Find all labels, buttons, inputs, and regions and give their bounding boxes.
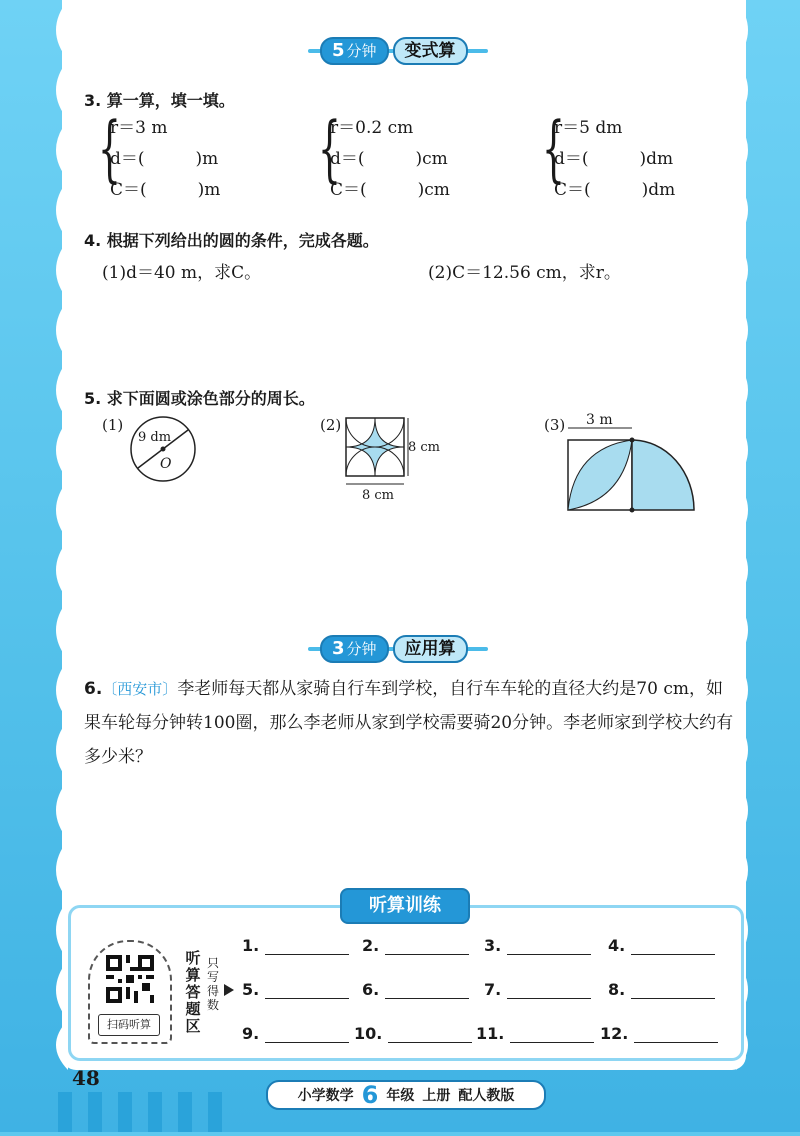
footer-edition: 配人教版 <box>458 1088 515 1104</box>
brace-3: { <box>542 106 565 190</box>
figure-2-label: (2) <box>320 416 342 434</box>
figure-1-diameter-label: 9 dm <box>138 430 172 445</box>
arrow-right-icon <box>222 982 236 998</box>
question-4-title: 4. 根据下列给出的圆的条件，完成各题。 <box>84 231 379 250</box>
footer-grade-unit: 年级 <box>386 1088 415 1104</box>
system-3-d: d＝( )dm <box>554 149 674 169</box>
answer-area-label: 听算答题区 <box>185 949 201 1035</box>
question-6 <box>84 672 734 774</box>
brace-2: { <box>318 106 341 190</box>
footer-subject: 小学数学 <box>297 1088 354 1104</box>
answer-blank-12[interactable]: 12. <box>600 1024 718 1043</box>
qr-code-icon[interactable] <box>106 955 154 1003</box>
question-6-text: 李老师每天都从家骑自行车到学校，自行车车轮的直径大约是70 cm，如果车轮每分钟转100圈，那么李老师从家到学校需要骑20分钟。李老师家到学校大约有多少米？ <box>84 679 734 767</box>
figure-1-circle <box>128 414 198 484</box>
section-header-variant <box>320 38 468 64</box>
figure-3-label: (3) <box>544 416 566 434</box>
brace-1: { <box>98 106 121 190</box>
answer-blank-10[interactable]: 10. <box>354 1024 472 1043</box>
question-4-part-2: (2)C＝12.56 cm，求r。 <box>428 263 621 283</box>
question-6-number: 6. <box>84 679 103 699</box>
bottom-stripes <box>58 1092 248 1132</box>
system-1 <box>110 113 220 206</box>
question-3-title: 3. 算一算，填一填。 <box>84 91 235 110</box>
footer-term: 上册 <box>422 1088 451 1104</box>
system-1-c: C＝( )m <box>110 180 221 200</box>
question-6-tag: 〔西安市〕 <box>102 680 178 698</box>
system-3 <box>554 113 675 206</box>
answer-blank-4[interactable]: 4. <box>608 936 715 955</box>
answer-blank-2[interactable]: 2. <box>362 936 469 955</box>
write-result-note: 只写得数 <box>206 956 219 1012</box>
figure-3-shape <box>562 418 702 518</box>
figure-2-height-label: 8 cm <box>408 440 441 455</box>
system-3-r: r＝5 dm <box>554 118 623 138</box>
section-title-2: 应用算 <box>393 635 468 663</box>
time-badge-2: 3 分钟 <box>320 635 389 663</box>
question-4-part-1: (1)d＝40 m，求C。 <box>102 263 262 283</box>
answer-blank-7[interactable]: 7. <box>484 980 591 999</box>
listening-title: 听算训练 <box>340 888 470 924</box>
section-title: 变式算 <box>393 37 468 65</box>
page-number: 48 <box>72 1066 100 1090</box>
answer-blank-9[interactable]: 9. <box>242 1024 349 1043</box>
answer-blank-11[interactable]: 11. <box>476 1024 594 1043</box>
answer-blank-1[interactable]: 1. <box>242 936 349 955</box>
system-3-c: C＝( )dm <box>554 180 676 200</box>
answer-blank-5[interactable]: 5. <box>242 980 349 999</box>
system-2 <box>330 113 450 206</box>
system-2-c: C＝( )cm <box>330 180 450 200</box>
figure-1-center-label: O <box>160 456 172 472</box>
figure-2-width-label: 8 cm <box>362 488 395 503</box>
book-footer <box>266 1080 546 1110</box>
time-badge: 5 分钟 <box>320 37 389 65</box>
figure-1-label: (1) <box>102 416 124 434</box>
answer-blank-8[interactable]: 8. <box>608 980 715 999</box>
answer-blank-3[interactable]: 3. <box>484 936 591 955</box>
footer-grade: 6 <box>361 1081 379 1109</box>
section-header-application <box>320 636 468 662</box>
figure-3-dimension-label: 3 m <box>586 412 613 428</box>
scan-to-listen-label[interactable]: 扫码听算 <box>98 1014 160 1036</box>
system-2-d: d＝( )cm <box>330 149 448 169</box>
system-1-r: r＝3 m <box>110 118 168 138</box>
system-2-r: r＝0.2 cm <box>330 118 414 138</box>
question-5-title: 5. 求下面圆或涂色部分的周长。 <box>84 389 315 408</box>
answer-blank-6[interactable]: 6. <box>362 980 469 999</box>
system-1-d: d＝( )m <box>110 149 219 169</box>
